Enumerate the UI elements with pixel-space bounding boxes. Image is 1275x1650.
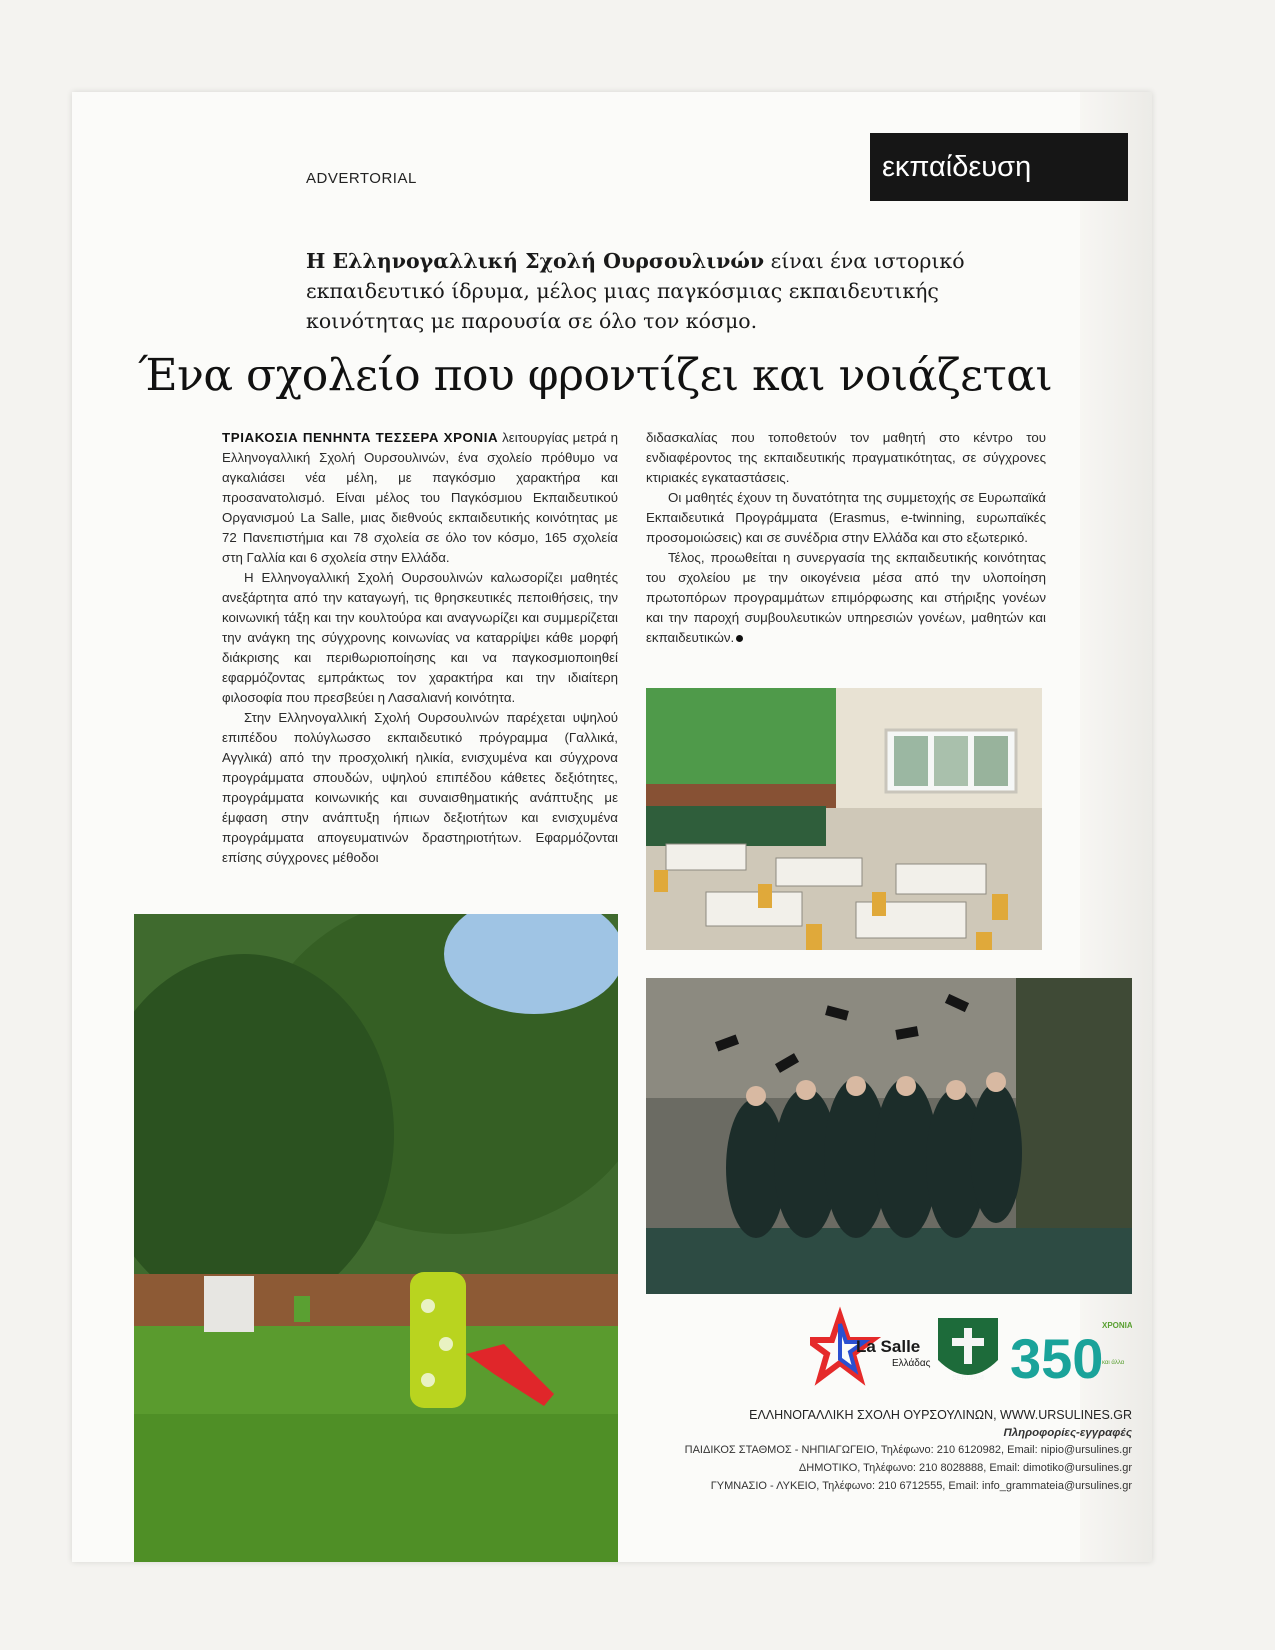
paragraph-5 xyxy=(646,548,1046,648)
contact-info-heading: Πληροφορίες-εγγραφές xyxy=(1003,1427,1132,1439)
logo-strip xyxy=(810,1306,1132,1396)
anniv-word: ΧΡΟΝΙΑ xyxy=(1102,1321,1132,1330)
paragraph-1 xyxy=(222,428,618,568)
paragraph-5-text: Τέλος, προωθείται η συνεργασία της εκπαιδευτικής κοινότητας του σχολείου με την οικογένεια μέσα από την υλοποίηση πρωτοπόρων προγραμμάτων επιμόρφωσης και στήριξης γονέων και την παροχή συμβουλευτικών υπηρεσιών γονέων, μαθητών και εκπαιδευτικών. xyxy=(646,550,1046,645)
section-tag: εκπαίδευση xyxy=(870,133,1128,201)
anniv-small: και άλλα xyxy=(1102,1360,1125,1366)
contact-line-secondary: ΓΥΜΝΑΣΙΟ - ΛΥΚΕΙΟ, Τηλέφωνο: 210 6712555, Email: info_grammateia@ursulines.gr xyxy=(710,1480,1132,1492)
crest-text: SERVIAM xyxy=(952,1375,984,1382)
paragraph-4: Οι μαθητές έχουν τη δυνατότητα της συμμετοχής σε Ευρωπαϊκά Εκπαιδευτικά Προγράμματα (Erasmus, e-twinning, ευρωπαϊκές προσομοιώσεις) και σε συνέδρια στην Ελλάδα και στο εξωτερικό. xyxy=(646,490,1046,545)
body-column-right xyxy=(646,428,1046,648)
lead-in: ΤΡΙΑΚΟΣΙΑ ΠΕΝΗΝΤΑ ΤΕΣΣΕΡΑ ΧΡΟΝΙΑ xyxy=(222,430,499,445)
paragraph-1-text: λειτουργίας μετρά η Ελληνογαλλική Σχολή Ουρσουλινών, ένα σχολείο πρόθυμο να αγκαλιάσει νέα μέλη, με παγκόσμιο χαρακτήρα και προσανατολισμό. Είναι μέλος του Παγκόσμιου Εκπαιδευτικού Οργανισμού La Salle, μιας διεθνούς εκπαιδευτικής κοινότητας με 72 Πανεπιστήμια και 78 σχολεία σε όλο τον κόσμο, 165 σχολεία στη Γαλλία και 6 σχολεία στην Ελλάδα. xyxy=(222,430,618,565)
contact-line-nursery: ΠΑΙΔΙΚΟΣ ΣΤΑΘΜΟΣ - ΝΗΠΙΑΓΩΓΕΙΟ, Τηλέφωνο: 210 6120982, Email: nipio@ursulines.gr xyxy=(684,1444,1132,1456)
lasalle-logo-icon xyxy=(810,1316,931,1378)
graduation-photo xyxy=(646,978,1132,1294)
paragraph-3: Στην Ελληνογαλλική Σχολή Ουρσουλινών παρέχεται υψηλού επιπέδου πολύγλωσσο εκπαιδευτικό πρόγραμμα (Γαλλικά, Αγγλικά) από την προσχολική ηλικία, ενισχυμένα και σύγχρονα προγράμματα σπουδών, υψηλού επιπέδου κάθετες δεξιότητες, προγράμματα κοινωνικής και συναισθηματικής ανάπτυξης με έμφαση στην ανάπτυξη ήπιων δεξιοτήτων και ενισχυμένα προγράμματα απογευματινών δραστηριοτήτων. Εφαρμόζονται επίσης σύγχρονες μέθοδοι xyxy=(222,710,618,865)
intro-bold: Η Ελληνογαλλική Σχολή Ουρσουλινών xyxy=(306,249,765,273)
body-column-left xyxy=(222,428,618,868)
classroom-photo xyxy=(646,688,1042,950)
paragraph-2: Η Ελληνογαλλική Σχολή Ουρσουλινών καλωσορίζει μαθητές ανεξάρτητα από την καταγωγή, τις θρησκευτικές πεποιθήσεις, την κοινωνική τάξη και την κουλτούρα και αναγνωρίζει και συμμερίζεται την ανάγκη της σύγχρονης κοινωνίας να καταρρίψει κάθε μορφή διάκρισης και περιθωριοποίησης και να παγκοσμιοποιηθεί εφαρμόζοντας εμπράκτως τον χαρακτήρα και την ιδιαίτερη φιλοσοφία που πρεσβεύει η Λασαλιανή κοινότητα. xyxy=(222,570,618,705)
garden-playground-photo xyxy=(134,914,618,1562)
lasalle-name: La Salle xyxy=(856,1337,921,1356)
end-bullet-icon xyxy=(736,635,743,642)
anniversary-350-logo-icon xyxy=(1010,1321,1132,1390)
intro-rest: είναι ένα ιστορικό εκπαιδευτικό ίδρυμα, μέλος μιας παγκόσμιας εκπαιδευτικής κοινότητας με παρουσία σε όλο τον κόσμο. xyxy=(306,249,965,333)
headline: Ένα σχολείο που φροντίζει και νοιάζεται xyxy=(138,350,1053,401)
contact-school: ΕΛΛΗΝΟΓΑΛΛΙΚΗ ΣΧΟΛΗ ΟΥΡΣΟΥΛΙΝΩΝ, WWW.URSULINES.GR xyxy=(749,1408,1132,1422)
lasalle-sub: Ελλάδας xyxy=(892,1358,931,1369)
contact-line-primary: ΔΗΜΟΤΙΚΟ, Τηλέφωνο: 210 8028888, Email: dimotiko@ursulines.gr xyxy=(798,1462,1132,1474)
ursulines-crest-icon xyxy=(938,1318,998,1382)
intro-paragraph xyxy=(306,246,966,336)
advertorial-label: ADVERTORIAL xyxy=(306,170,417,187)
paragraph-3-continued: διδασκαλίας που τοποθετούν τον μαθητή στο κέντρο του ενδιαφέροντος της εκπαιδευτικής πραγματικότητας, σε σύγχρονες κτιριακές εγκαταστάσεις. xyxy=(646,430,1046,485)
anniv-number: 350 xyxy=(1010,1327,1104,1390)
